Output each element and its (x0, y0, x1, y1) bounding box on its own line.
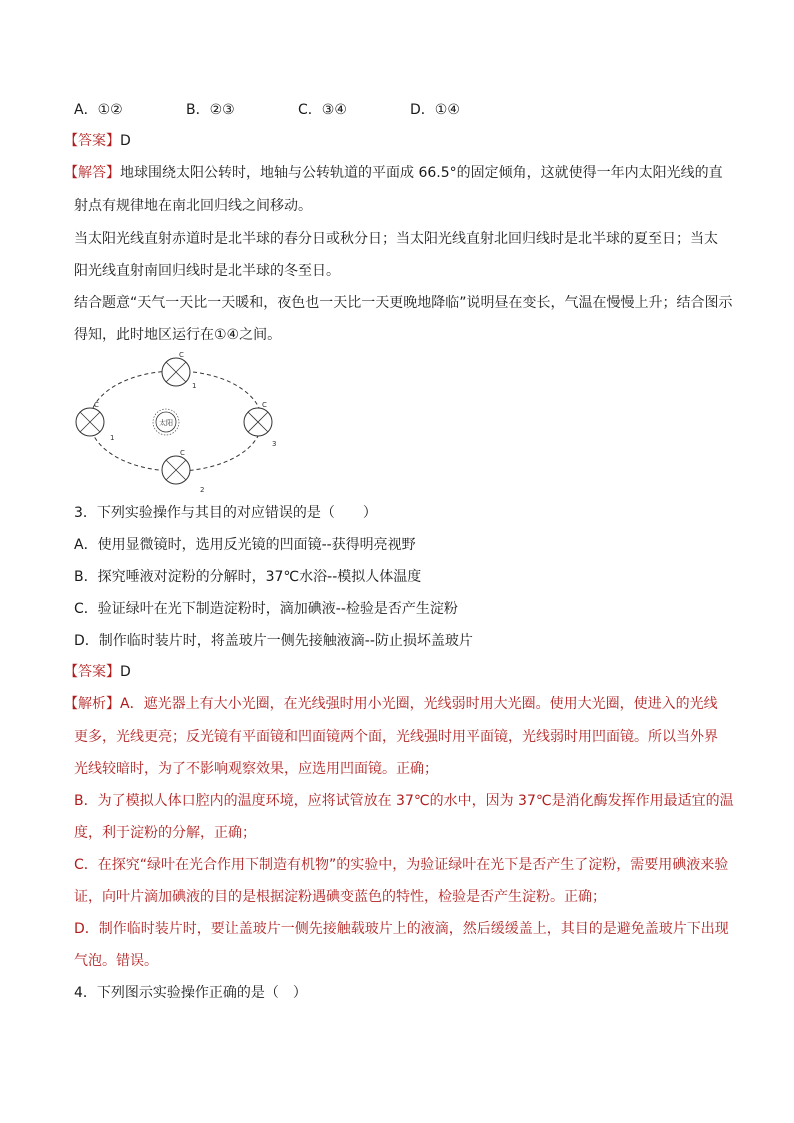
q3-explain-line-9: 气泡。错误。 (74, 953, 158, 969)
earth-right-icon (244, 401, 276, 448)
q4-stem: 4．下列图示实验操作正确的是（ ） (74, 985, 307, 1001)
earth-right-letter: C (262, 401, 267, 409)
q2-answer-tag: 【答案】 (64, 133, 120, 149)
sun-icon (153, 409, 179, 435)
q3-answer (64, 662, 131, 682)
q2-option-b: B．②③ (186, 102, 235, 118)
q3-explain-line-1 (64, 694, 718, 714)
orbit-label-right: 3 (272, 440, 277, 448)
earth-bottom-letter: C (180, 449, 185, 457)
earth-left-icon (76, 401, 114, 442)
q2-option-d: D．①④ (410, 102, 460, 118)
q3-explain-line-7: 证，向叶片滴加碘液的目的是根据淀粉遇碘变蓝色的特性，检验是否产生淀粉。正确； (74, 889, 606, 905)
q3-stem: 3．下列实验操作与其目的对应错误的是（ ） (74, 505, 377, 521)
q2-explain-tag: 【解答】 (64, 165, 120, 181)
orbit-label-bottom: 2 (200, 486, 205, 494)
q3-answer-value: D (120, 664, 131, 680)
q2-explain-line-4: 阳光线直射南回归线时是北半球的冬至日。 (74, 263, 340, 279)
earth-top-letter: C (179, 351, 184, 359)
q2-explain-line-6: 得知，此时地区运行在①④之间。 (74, 327, 282, 343)
q2-option-a: A．①② (74, 102, 123, 118)
q2-explain-line-1 (64, 163, 723, 183)
q2-answer (64, 131, 131, 151)
q2-explain-line-2: 射点有规律地在南北回归线之间移动。 (74, 198, 312, 214)
q3-option-d: D．制作临时装片时，将盖玻片一侧先接触液滴--防止损坏盖玻片 (74, 633, 473, 649)
q2-options-row (74, 100, 460, 120)
earth-orbit-figure (66, 346, 291, 496)
earth-bottom-icon (162, 449, 204, 494)
q3-explain-line-5: 度，利于淀粉的分解，正确； (74, 825, 256, 841)
q3-explain-line-8: D．制作临时装片时，要让盖玻片一侧先接触载玻片上的液滴，然后缓缓盖上，其目的是避免盖玻片下出现 (74, 921, 729, 937)
q2-explain-line-5: 结合题意“天气一天比一天暖和，夜色也一天比一天更晚地降临”说明昼在变长，气温在慢慢上升；结合图示 (74, 295, 733, 311)
q3-answer-tag: 【答案】 (64, 664, 120, 680)
earth-left-letter: C (94, 401, 99, 409)
q3-explain-line-4: B．为了模拟人体口腔内的温度环境，应将试管放在 37℃的水中，因为 37℃是消化酶发挥作用最适宜的温 (74, 793, 734, 809)
q3-option-c: C．验证绿叶在光下制造淀粉时，滴加碘液--检验是否产生淀粉 (74, 601, 458, 617)
q2-explain-text-1: 地球围绕太阳公转时，地轴与公转轨道的平面成 66.5°的固定倾角，这就使得一年内太阳光线的直 (120, 165, 723, 181)
earth-orbit-diagram (66, 346, 291, 496)
sun-label: 太阳 (159, 419, 173, 427)
q2-answer-value: D (120, 133, 131, 149)
q3-explain-line-3: 光线较暗时，为了不影响观察效果，应选用凹面镜。正确； (74, 761, 438, 777)
q2-option-c: C．③④ (298, 102, 347, 118)
q3-option-b: B．探究唾液对淀粉的分解时，37℃水浴--模拟人体温度 (74, 569, 422, 585)
orbit-label-left: 1 (110, 434, 115, 442)
orbit-label-top: 1 (192, 382, 197, 390)
q3-explain-text-1: A．遮光器上有大小光圈，在光线强时用小光圈，光线弱时用大光圈。使用大光圈，使进入的光线 (120, 696, 718, 712)
q2-explain-line-3: 当太阳光线直射赤道时是北半球的春分日或秋分日；当太阳光线直射北回归线时是北半球的夏至日；当太 (74, 231, 718, 247)
q3-explain-tag: 【解析】 (64, 696, 120, 712)
q3-explain-line-6: C．在探究“绿叶在光合作用下制造有机物”的实验中，为验证绿叶在光下是否产生了淀粉，需要用碘液来验 (74, 857, 729, 873)
q3-option-a: A．使用显微镜时，选用反光镜的凹面镜--获得明亮视野 (74, 537, 416, 553)
earth-top-icon (162, 351, 196, 390)
q3-explain-line-2: 更多，光线更亮；反光镜有平面镜和凹面镜两个面，光线强时用平面镜，光线弱时用凹面镜。所以当外界 (74, 729, 718, 745)
